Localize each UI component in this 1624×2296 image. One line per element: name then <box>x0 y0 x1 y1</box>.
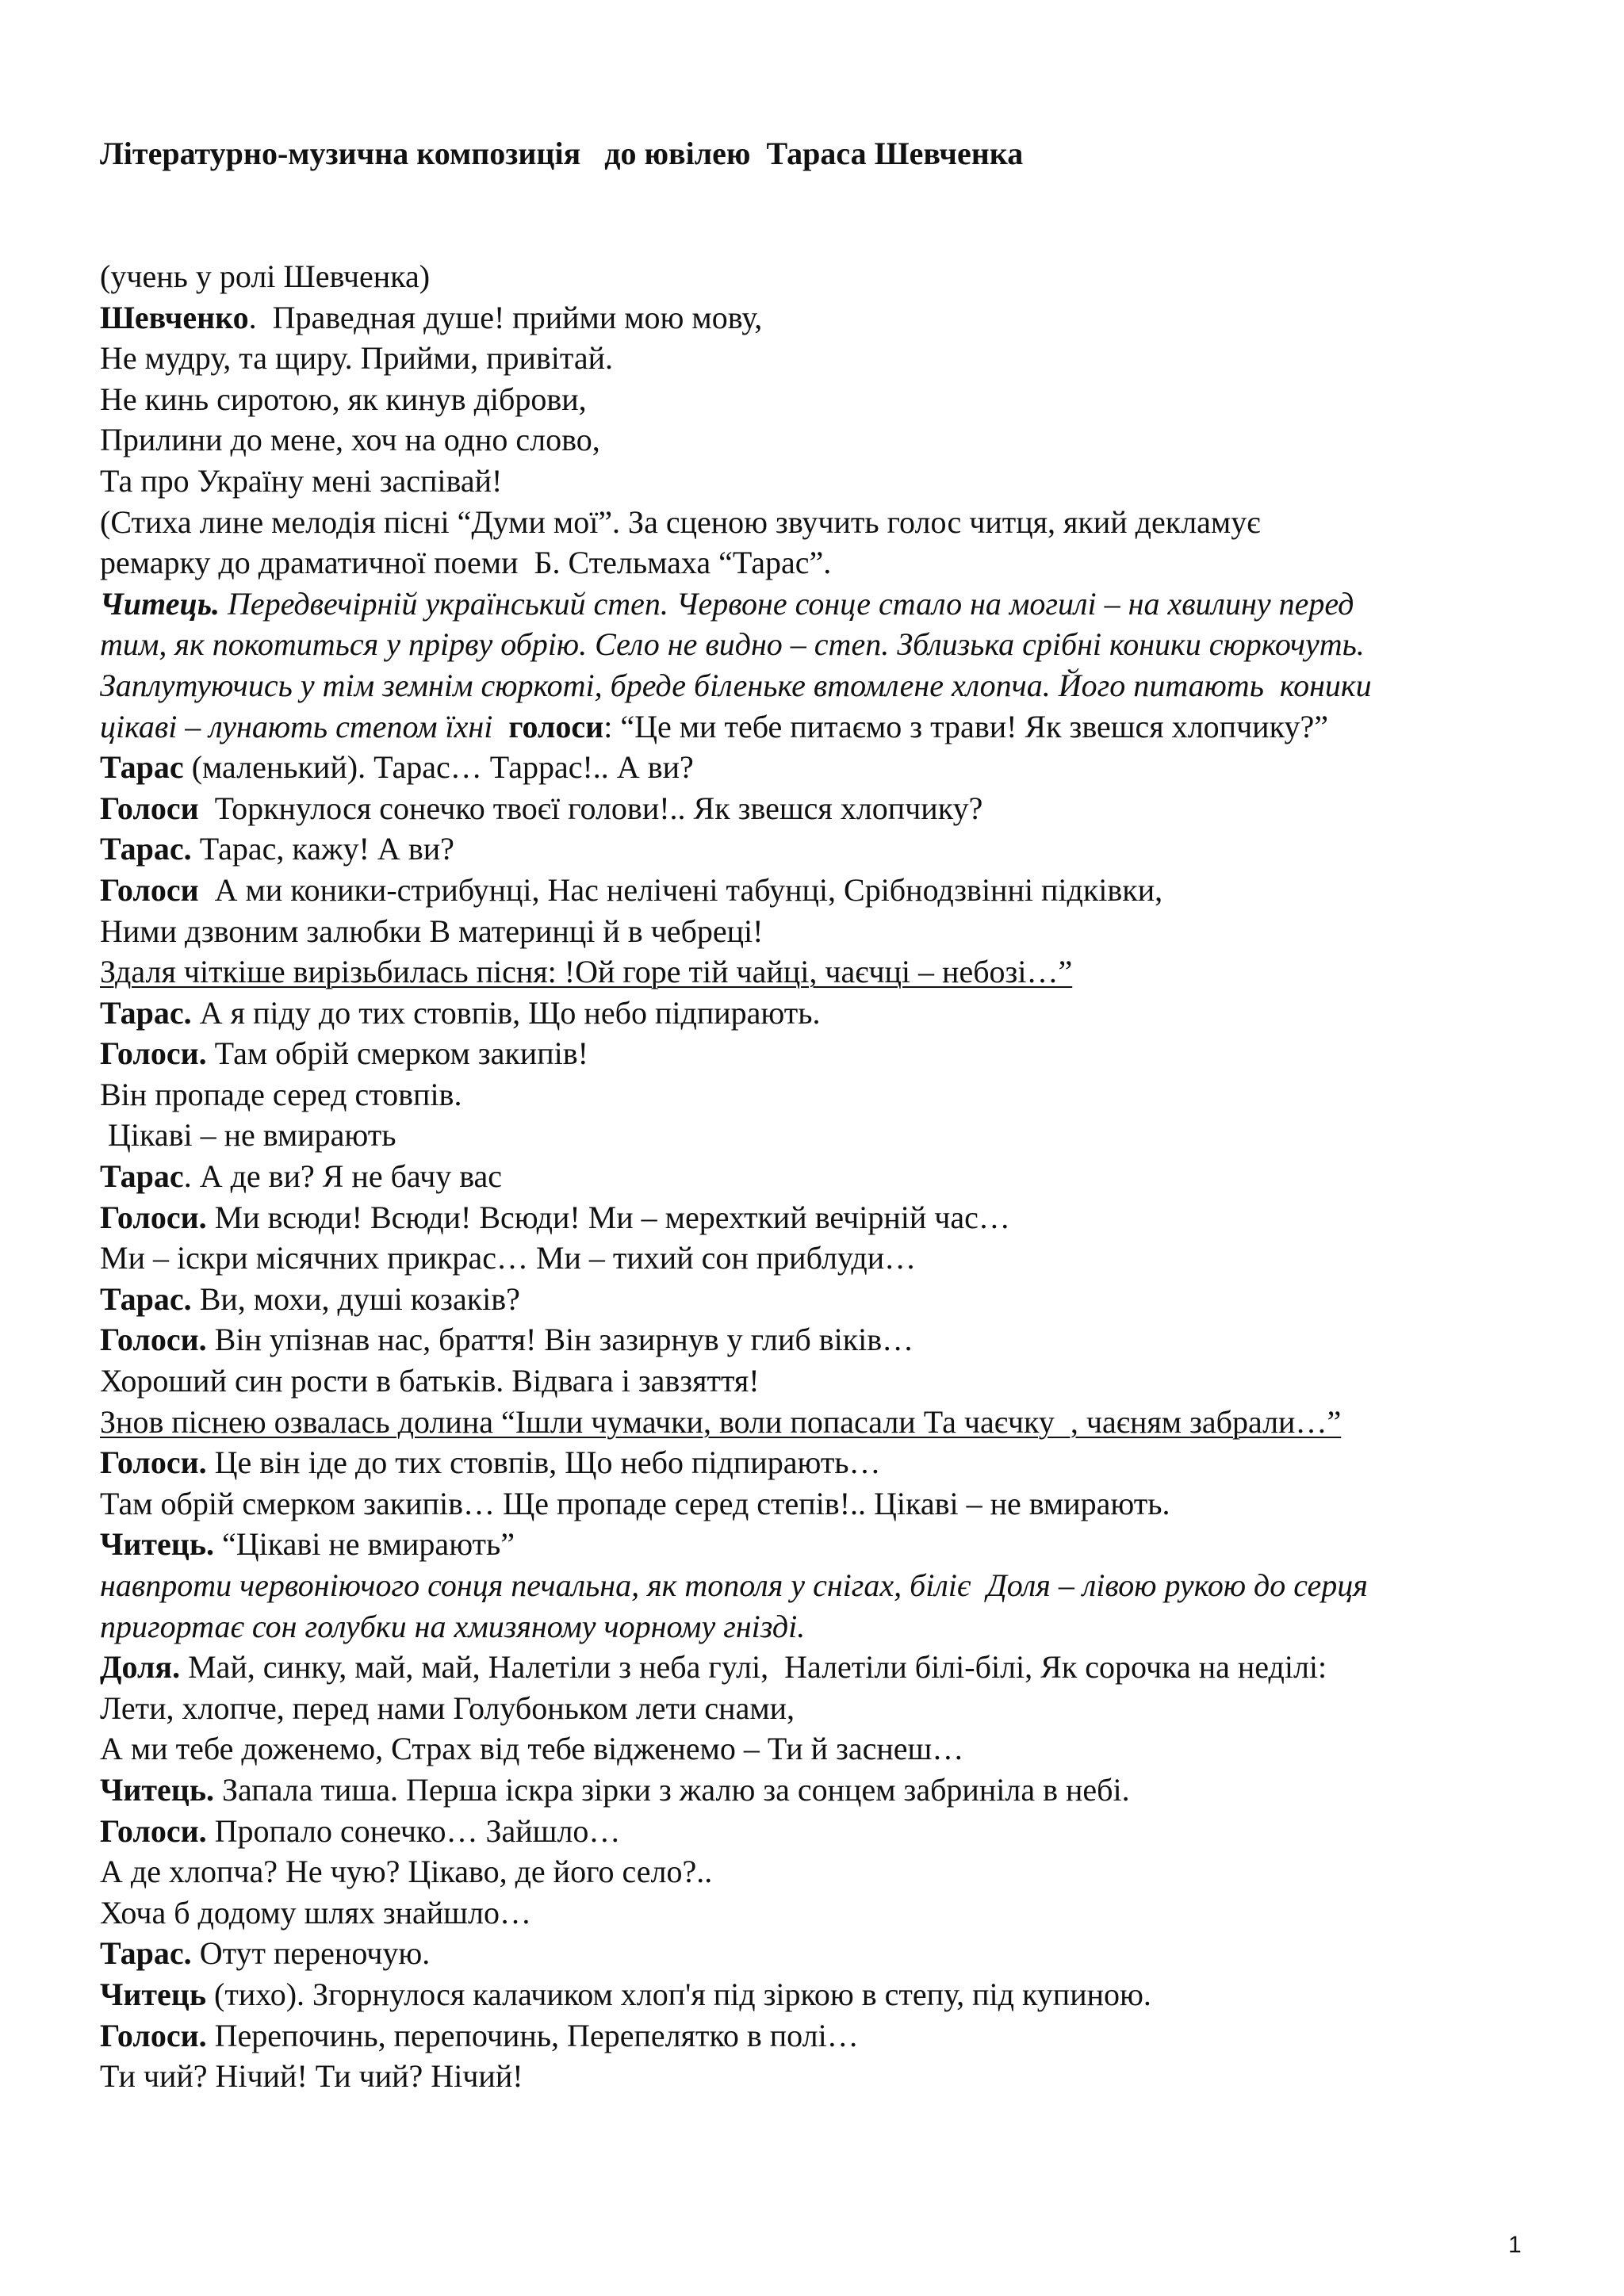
text-line <box>100 584 1535 625</box>
text-segment: А де хлопча? Не чую? Цікаво, де його село?.. <box>100 1854 713 1890</box>
text-segment: Май, синку, май, май, Налетіли з неба гулі, Налетіли білі-білі, Як сорочка на неділі: <box>180 1649 1327 1686</box>
text-segment: Здаля чіткіше вирізьбилась пісня: !Ой горе тій чайці, чаєчці – небозі…” <box>100 954 1073 990</box>
text-segment: Знов піснею озвалась долина “Ішли чумачки, воли попасали Та чаєчку , чаєням забрали…” <box>100 1403 1342 1440</box>
text-line <box>100 1238 1535 1279</box>
text-segment: Ти чий? Нічий! Ти чий? Нічий! <box>100 2058 523 2095</box>
text-segment: Тарас, кажу! А ви? <box>191 831 454 867</box>
text-segment: Читець. <box>100 1771 215 1808</box>
text-segment: (Стиха лине мелодія пісні “Думи мої”. За сценою звучить голос читця, який декламує <box>100 503 1261 540</box>
text-segment: (маленький). Тарас… Таррас!.. А ви? <box>183 749 694 786</box>
text-line <box>100 1688 1535 1729</box>
text-segment: Пропало сонечко… Зайшло… <box>206 1812 621 1849</box>
text-line <box>100 1442 1535 1483</box>
text-segment: пригортає сон голубки на хмизяному чорному гнізді. <box>100 1608 806 1644</box>
text-line <box>100 379 1535 420</box>
text-segment: Не мудру, та щиру. Прийми, привітай. <box>100 340 614 377</box>
text-line <box>100 1606 1535 1647</box>
text-segment: цікаві – лунають степом їхні <box>100 708 509 744</box>
text-segment: (учень у ролі Шевченка) <box>100 258 431 294</box>
text-segment: Ми всюди! Всюди! Всюди! Ми – мерехткий вечірній час… <box>206 1199 1010 1235</box>
text-line <box>100 256 1535 297</box>
text-segment: навпроти червоніючого сонця печальна, як тополя у снігах, біліє Доля – лівою рукою до серця <box>100 1567 1368 1603</box>
text-line <box>100 1851 1535 1892</box>
text-segment: Та про Україну мені заспівай! <box>100 462 503 499</box>
text-segment: Заплутуючись у тім земнім сюркоті, бреде біленьке втомлене хлопча. Його питають коники <box>100 667 1372 703</box>
text-segment: Перепочинь, перепочинь, Перепелятко в полі… <box>206 2017 859 2053</box>
text-line <box>100 993 1535 1034</box>
text-line <box>100 951 1535 993</box>
text-segment: Шевченко <box>100 299 249 335</box>
text-segment: А ми коники-стрибунці, Нас нелічені табунці, Срібнодзвінні підківки, <box>198 871 1163 908</box>
text-segment: Він упізнав нас, браття! Він зазирнув у глиб віків… <box>206 1322 914 1358</box>
text-segment: Хороший син рости в батьків. Відвага і завзяття! <box>100 1363 760 1399</box>
text-segment: Доля. <box>100 1649 181 1686</box>
text-segment: Тарас <box>100 1158 184 1195</box>
text-line <box>100 338 1535 379</box>
text-line <box>100 1524 1535 1565</box>
text-segment: Прилини до мене, хоч на одно слово, <box>100 422 600 458</box>
text-segment: Тарас. <box>100 1280 192 1317</box>
text-segment: Цікаві – не вмирають <box>100 1117 396 1154</box>
text-line <box>100 1156 1535 1197</box>
text-line <box>100 2015 1535 2057</box>
text-line <box>100 1647 1535 1688</box>
text-segment: Голоси. <box>100 1812 207 1849</box>
text-segment: Там обрій смерком закипів! <box>206 1035 588 1072</box>
text-segment: Це він іде до тих стовпів, Що небо підпирають… <box>206 1445 881 1481</box>
text-line <box>100 1074 1535 1115</box>
text-segment: Голоси. <box>100 1199 207 1235</box>
text-segment: Передвечірній український степ. Червоне сонце стало на могилі – на хвилину перед <box>228 585 1354 622</box>
document-title: Літературно-музична композиція до ювілею Тараса Шевченка <box>100 136 1024 171</box>
text-segment: Там обрій смерком закипів… Ще пропаде серед степів!.. Цікаві – не вмирають. <box>100 1485 1170 1521</box>
text-line <box>100 1197 1535 1238</box>
text-segment: : “Це ми тебе питаємо з трави! Як звешся хлопчику?” <box>603 708 1328 744</box>
text-line <box>100 1728 1535 1770</box>
text-segment: Ними дзвоним залюбки В материнці й в чебреці! <box>100 913 764 949</box>
text-segment: Читець. <box>100 1526 215 1563</box>
text-segment: А ми тебе доженемо, Страх від тебе відженемо – Ти й заснеш… <box>100 1731 964 1767</box>
text-segment: Голоси <box>100 790 199 826</box>
text-segment: Голоси. <box>100 1322 207 1358</box>
text-segment: Тарас. <box>100 994 192 1031</box>
text-segment: Голоси. <box>100 1035 207 1072</box>
text-line <box>100 1974 1535 2015</box>
text-line <box>100 1115 1535 1156</box>
text-line <box>100 870 1535 911</box>
text-line <box>100 706 1535 748</box>
text-line <box>100 911 1535 952</box>
text-segment: Читець. <box>100 585 228 622</box>
text-line <box>100 1565 1535 1606</box>
text-segment: А я піду до тих стовпів, Що небо підпирають. <box>191 994 821 1031</box>
text-segment: . Праведная душе! прийми мою мову, <box>248 299 763 335</box>
text-segment: Ви, мохи, душі козаків? <box>191 1280 520 1317</box>
text-line <box>100 1811 1535 1852</box>
text-line <box>100 542 1535 584</box>
document-body <box>100 256 1535 2097</box>
text-line <box>100 828 1535 870</box>
text-line <box>100 1483 1535 1525</box>
text-segment: Тарас <box>100 749 184 786</box>
text-segment: Тарас. <box>100 1935 192 1972</box>
text-segment: Запала тиша. Перша іскра зірки з жалю за сонцем забриніла в небі. <box>214 1771 1130 1808</box>
text-line <box>100 1402 1535 1443</box>
text-line <box>100 1933 1535 1974</box>
text-segment: Торкнулося сонечко твоєї голови!.. Як звешся хлопчику? <box>198 790 983 826</box>
text-segment: . А де ви? Я не бачу вас <box>183 1158 503 1195</box>
text-line <box>100 1319 1535 1360</box>
text-segment: Читець <box>100 1976 207 2012</box>
text-line <box>100 1360 1535 1402</box>
text-line <box>100 624 1535 665</box>
text-line <box>100 2056 1535 2097</box>
page-number: 1 <box>1508 2232 1522 2258</box>
text-line <box>100 297 1535 339</box>
text-segment: ремарку до драматичної поеми Б. Стельмаха “Тарас”. <box>100 545 832 581</box>
text-line <box>100 419 1535 461</box>
text-segment: тим, як покотиться у прірву обрію. Село не видно – степ. Зблизька срібні коники сюркочуть. <box>100 626 1365 663</box>
text-line <box>100 788 1535 829</box>
text-line <box>100 461 1535 502</box>
text-line <box>100 502 1535 543</box>
text-segment: “Цікаві не вмирають” <box>214 1526 515 1563</box>
text-segment: Лети, хлопче, перед нами Голубоньком лети снами, <box>100 1689 795 1726</box>
text-segment: (тихо). Згорнулося калачиком хлоп'я під зіркою в степу, під купиною. <box>206 1976 1151 2012</box>
text-line <box>100 747 1535 788</box>
text-segment: Голоси. <box>100 1445 207 1481</box>
text-line <box>100 1279 1535 1320</box>
text-segment: Голоси. <box>100 2017 207 2053</box>
text-segment: Отут переночую. <box>191 1935 431 1972</box>
text-line <box>100 1770 1535 1811</box>
text-line <box>100 665 1535 706</box>
text-segment: Він пропаде серед стовпів. <box>100 1076 462 1112</box>
text-segment: Хоча б додому шлях знайшло… <box>100 1894 531 1931</box>
text-line <box>100 1892 1535 1934</box>
text-segment: Тарас. <box>100 831 192 867</box>
text-segment: голоси <box>508 708 604 744</box>
text-line <box>100 1033 1535 1074</box>
text-segment: Не кинь сиротою, як кинув діброви, <box>100 381 587 417</box>
text-segment: Голоси <box>100 871 199 908</box>
text-segment: Ми – іскри місячних прикрас… Ми – тихий сон приблуди… <box>100 1240 917 1276</box>
